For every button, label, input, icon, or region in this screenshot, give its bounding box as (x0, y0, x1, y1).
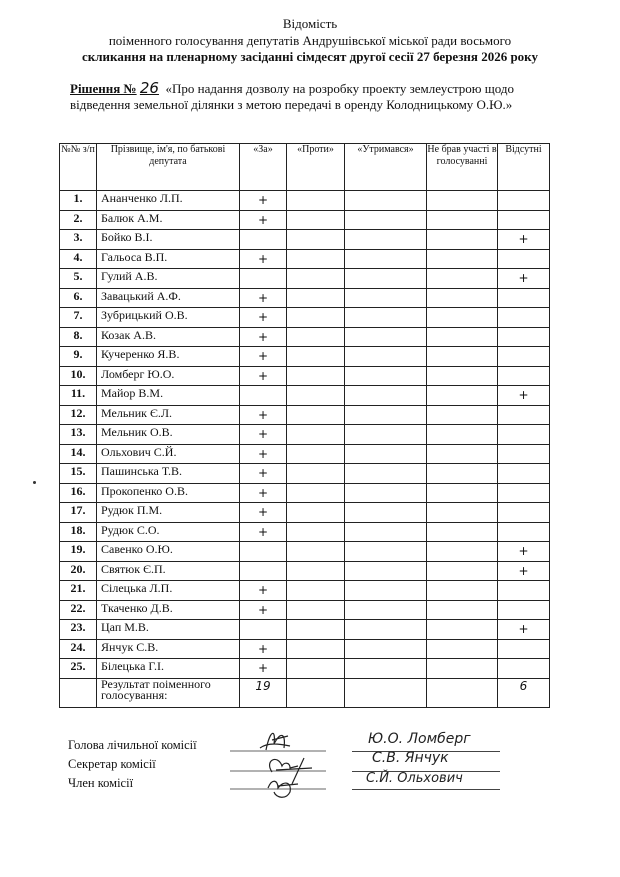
row-number: 11. (60, 386, 97, 406)
result-za: 19 (240, 678, 287, 707)
vote-utrym-cell (345, 464, 427, 484)
vote-proty-cell (287, 191, 345, 211)
vote-nebrav-cell (427, 327, 498, 347)
deputy-name: Гулий А.В. (97, 269, 240, 289)
row-number: 4. (60, 249, 97, 269)
row-number: 3. (60, 230, 97, 250)
vote-proty-cell (287, 288, 345, 308)
vote-nebrav-cell (427, 269, 498, 289)
table-row (60, 542, 550, 562)
row-number: 22. (60, 600, 97, 620)
vote-za-cell: + (240, 522, 287, 542)
vote-proty-cell (287, 366, 345, 386)
col-header-nebrav: Не брав участі в голосуванні (427, 144, 498, 191)
deputy-name: Ольхович С.Й. (97, 444, 240, 464)
vote-nebrav-cell (427, 425, 498, 445)
vote-utrym-cell (345, 542, 427, 562)
document-subtitle-line2: скликання на пленарному засіданні сімдесят другої сесії 27 березня 2026 року (82, 49, 538, 64)
vote-nebrav-cell (427, 561, 498, 581)
table-row (60, 327, 550, 347)
deputy-name: Святюк Є.П. (97, 561, 240, 581)
row-number: 19. (60, 542, 97, 562)
row-number: 17. (60, 503, 97, 523)
row-number: 21. (60, 581, 97, 601)
vote-za-cell: + (240, 347, 287, 367)
row-number: 10. (60, 366, 97, 386)
vote-nebrav-cell (427, 639, 498, 659)
handwritten-signatures (228, 722, 338, 804)
row-number: 9. (60, 347, 97, 367)
deputy-name: Майор В.М. (97, 386, 240, 406)
secretary-role: Секретар комісії (68, 757, 156, 771)
vote-utrym-cell (345, 288, 427, 308)
deputy-name: Ананченко Л.П. (97, 191, 240, 211)
vote-vidsutni-cell (498, 327, 550, 347)
vote-vidsutni-cell: + (498, 561, 550, 581)
col-header-name: Прізвище, ім'я, по батькові депутата (97, 144, 240, 191)
deputy-name: Сілецька Л.П. (97, 581, 240, 601)
vote-za-cell (240, 561, 287, 581)
deputy-name: Козак А.В. (97, 327, 240, 347)
result-num-cell (60, 678, 97, 707)
vote-utrym-cell (345, 230, 427, 250)
vote-nebrav-cell (427, 347, 498, 367)
deputy-name: Балюк А.М. (97, 210, 240, 230)
voting-table (59, 143, 550, 708)
table-header-row (60, 144, 550, 191)
vote-utrym-cell (345, 483, 427, 503)
vote-utrym-cell (345, 386, 427, 406)
deputy-name: Ломберг Ю.О. (97, 366, 240, 386)
vote-nebrav-cell (427, 366, 498, 386)
row-number: 18. (60, 522, 97, 542)
vote-proty-cell (287, 464, 345, 484)
deputy-name: Прокопенко О.В. (97, 483, 240, 503)
row-number: 7. (60, 308, 97, 328)
vote-nebrav-cell (427, 191, 498, 211)
vote-proty-cell (287, 249, 345, 269)
deputy-name: Гальоса В.П. (97, 249, 240, 269)
vote-za-cell: + (240, 249, 287, 269)
vote-vidsutni-cell (498, 210, 550, 230)
row-number: 8. (60, 327, 97, 347)
vote-vidsutni-cell (498, 288, 550, 308)
vote-proty-cell (287, 659, 345, 679)
deputy-name: Савенко О.Ю. (97, 542, 240, 562)
vote-vidsutni-cell (498, 522, 550, 542)
vote-proty-cell (287, 269, 345, 289)
vote-vidsutni-cell (498, 483, 550, 503)
row-number: 2. (60, 210, 97, 230)
vote-za-cell (240, 230, 287, 250)
vote-nebrav-cell (427, 405, 498, 425)
deputy-name: Пашинська Т.В. (97, 464, 240, 484)
vote-proty-cell (287, 503, 345, 523)
vote-za-cell: + (240, 581, 287, 601)
table-row (60, 288, 550, 308)
table-row (60, 210, 550, 230)
row-number: 5. (60, 269, 97, 289)
result-utrym (345, 678, 427, 707)
vote-nebrav-cell (427, 620, 498, 640)
table-row (60, 405, 550, 425)
vote-proty-cell (287, 522, 345, 542)
vote-nebrav-cell (427, 483, 498, 503)
row-number: 12. (60, 405, 97, 425)
col-header-za: «За» (240, 144, 287, 191)
vote-vidsutni-cell (498, 444, 550, 464)
vote-vidsutni-cell: + (498, 230, 550, 250)
vote-nebrav-cell (427, 230, 498, 250)
deputy-name: Рудюк С.О. (97, 522, 240, 542)
deputy-name: Рудюк П.М. (97, 503, 240, 523)
table-row (60, 308, 550, 328)
row-number: 24. (60, 639, 97, 659)
table-row (60, 620, 550, 640)
vote-vidsutni-cell: + (498, 542, 550, 562)
vote-proty-cell (287, 405, 345, 425)
vote-vidsutni-cell (498, 464, 550, 484)
deputy-name: Зубрицький О.В. (97, 308, 240, 328)
vote-utrym-cell (345, 405, 427, 425)
col-header-utrym: «Утримався» (345, 144, 427, 191)
vote-vidsutni-cell (498, 425, 550, 445)
vote-proty-cell (287, 639, 345, 659)
vote-nebrav-cell (427, 503, 498, 523)
vote-za-cell: + (240, 308, 287, 328)
vote-za-cell: + (240, 405, 287, 425)
result-row (60, 678, 550, 707)
vote-za-cell: + (240, 444, 287, 464)
table-row (60, 522, 550, 542)
table-row (60, 269, 550, 289)
solution-line1 (70, 80, 590, 97)
vote-vidsutni-cell (498, 191, 550, 211)
vote-za-cell: + (240, 464, 287, 484)
member-name: С.Й. Ольхович (366, 771, 463, 786)
vote-utrym-cell (345, 210, 427, 230)
vote-za-cell: + (240, 191, 287, 211)
vote-nebrav-cell (427, 659, 498, 679)
result-nebrav (427, 678, 498, 707)
vote-utrym-cell (345, 600, 427, 620)
vote-vidsutni-cell: + (498, 269, 550, 289)
vote-vidsutni-cell (498, 366, 550, 386)
table-row (60, 464, 550, 484)
vote-za-cell: + (240, 659, 287, 679)
vote-proty-cell (287, 210, 345, 230)
row-number: 15. (60, 464, 97, 484)
vote-utrym-cell (345, 444, 427, 464)
vote-utrym-cell (345, 366, 427, 386)
vote-vidsutni-cell (498, 581, 550, 601)
vote-vidsutni-cell: + (498, 620, 550, 640)
table-row (60, 191, 550, 211)
document-subtitle-line1: поіменного голосування депутатів Андрушівської міської ради восьмого (108, 33, 512, 48)
solution-label: Рішення № (70, 81, 137, 96)
table-row (60, 366, 550, 386)
deputy-name: Бойко В.І. (97, 230, 240, 250)
table-body (60, 191, 550, 679)
vote-proty-cell (287, 386, 345, 406)
vote-proty-cell (287, 600, 345, 620)
row-number: 1. (60, 191, 97, 211)
vote-utrym-cell (345, 327, 427, 347)
vote-utrym-cell (345, 269, 427, 289)
solution-text-line1: «Про надання дозволу на розробку проекту землеустрою щодо (165, 81, 515, 96)
row-number: 13. (60, 425, 97, 445)
deputy-name: Мельник Є.Л. (97, 405, 240, 425)
vote-proty-cell (287, 230, 345, 250)
vote-proty-cell (287, 444, 345, 464)
secretary-name: С.В. Янчук (372, 750, 449, 766)
vote-za-cell: + (240, 288, 287, 308)
vote-utrym-cell (345, 249, 427, 269)
table-row (60, 581, 550, 601)
table-row (60, 483, 550, 503)
solution-text-line2: відведення земельної ділянки з метою передачі в оренду Колодницькому О.Ю.» (70, 97, 513, 112)
deputy-name: Кучеренко Я.В. (97, 347, 240, 367)
table-row (60, 249, 550, 269)
solution-number: 26 (139, 79, 159, 97)
vote-utrym-cell (345, 308, 427, 328)
vote-za-cell: + (240, 366, 287, 386)
deputy-name: Цап М.В. (97, 620, 240, 640)
vote-utrym-cell (345, 191, 427, 211)
vote-nebrav-cell (427, 581, 498, 601)
vote-proty-cell (287, 581, 345, 601)
col-header-proty: «Проти» (287, 144, 345, 191)
vote-vidsutni-cell (498, 308, 550, 328)
vote-utrym-cell (345, 503, 427, 523)
deputy-name: Мельник О.В. (97, 425, 240, 445)
vote-proty-cell (287, 620, 345, 640)
chair-name: Ю.О. Ломберг (368, 731, 471, 747)
vote-nebrav-cell (427, 542, 498, 562)
vote-vidsutni-cell (498, 405, 550, 425)
vote-utrym-cell (345, 425, 427, 445)
row-number: 23. (60, 620, 97, 640)
vote-vidsutni-cell (498, 659, 550, 679)
table-row (60, 230, 550, 250)
vote-nebrav-cell (427, 464, 498, 484)
vote-proty-cell (287, 347, 345, 367)
vote-za-cell (240, 386, 287, 406)
vote-nebrav-cell (427, 386, 498, 406)
vote-za-cell: + (240, 327, 287, 347)
chair-role: Голова лічильної комісії (68, 738, 197, 752)
row-number: 20. (60, 561, 97, 581)
vote-utrym-cell (345, 639, 427, 659)
vote-proty-cell (287, 483, 345, 503)
vote-vidsutni-cell (498, 249, 550, 269)
vote-vidsutni-cell (498, 347, 550, 367)
vote-nebrav-cell (427, 210, 498, 230)
vote-za-cell (240, 269, 287, 289)
table-row (60, 444, 550, 464)
vote-za-cell (240, 542, 287, 562)
table-row (60, 659, 550, 679)
member-name-line (352, 789, 500, 790)
vote-nebrav-cell (427, 444, 498, 464)
table-row (60, 600, 550, 620)
deputy-name: Завацький А.Ф. (97, 288, 240, 308)
vote-nebrav-cell (427, 308, 498, 328)
col-header-vidsutni: Відсутні (498, 144, 550, 191)
deputy-name: Ткаченко Д.В. (97, 600, 240, 620)
vote-nebrav-cell (427, 600, 498, 620)
vote-proty-cell (287, 561, 345, 581)
vote-za-cell: + (240, 483, 287, 503)
vote-utrym-cell (345, 347, 427, 367)
table-row (60, 425, 550, 445)
document-title: Відомість (282, 16, 338, 31)
col-header-num: №№ з/п (60, 144, 97, 191)
vote-nebrav-cell (427, 249, 498, 269)
result-proty (287, 678, 345, 707)
row-number: 6. (60, 288, 97, 308)
table-row (60, 639, 550, 659)
vote-za-cell: + (240, 210, 287, 230)
row-number: 16. (60, 483, 97, 503)
vote-za-cell: + (240, 600, 287, 620)
table-row (60, 561, 550, 581)
vote-proty-cell (287, 425, 345, 445)
member-role: Член комісії (68, 776, 134, 790)
vote-proty-cell (287, 327, 345, 347)
vote-za-cell: + (240, 503, 287, 523)
vote-vidsutni-cell (498, 503, 550, 523)
vote-utrym-cell (345, 561, 427, 581)
vote-vidsutni-cell: + (498, 386, 550, 406)
vote-proty-cell (287, 308, 345, 328)
vote-vidsutni-cell (498, 639, 550, 659)
table-row (60, 347, 550, 367)
vote-utrym-cell (345, 581, 427, 601)
vote-nebrav-cell (427, 288, 498, 308)
vote-za-cell (240, 620, 287, 640)
row-number: 25. (60, 659, 97, 679)
result-vidsutni: 6 (498, 678, 550, 707)
stray-dot (33, 481, 36, 484)
vote-utrym-cell (345, 522, 427, 542)
vote-nebrav-cell (427, 522, 498, 542)
vote-za-cell: + (240, 639, 287, 659)
vote-za-cell: + (240, 425, 287, 445)
deputy-name: Янчук С.В. (97, 639, 240, 659)
row-number: 14. (60, 444, 97, 464)
result-label: Результат поіменного голосування: (97, 678, 240, 707)
vote-vidsutni-cell (498, 600, 550, 620)
table-row (60, 503, 550, 523)
table-row (60, 386, 550, 406)
vote-proty-cell (287, 542, 345, 562)
vote-utrym-cell (345, 620, 427, 640)
vote-utrym-cell (345, 659, 427, 679)
deputy-name: Білецька Г.І. (97, 659, 240, 679)
